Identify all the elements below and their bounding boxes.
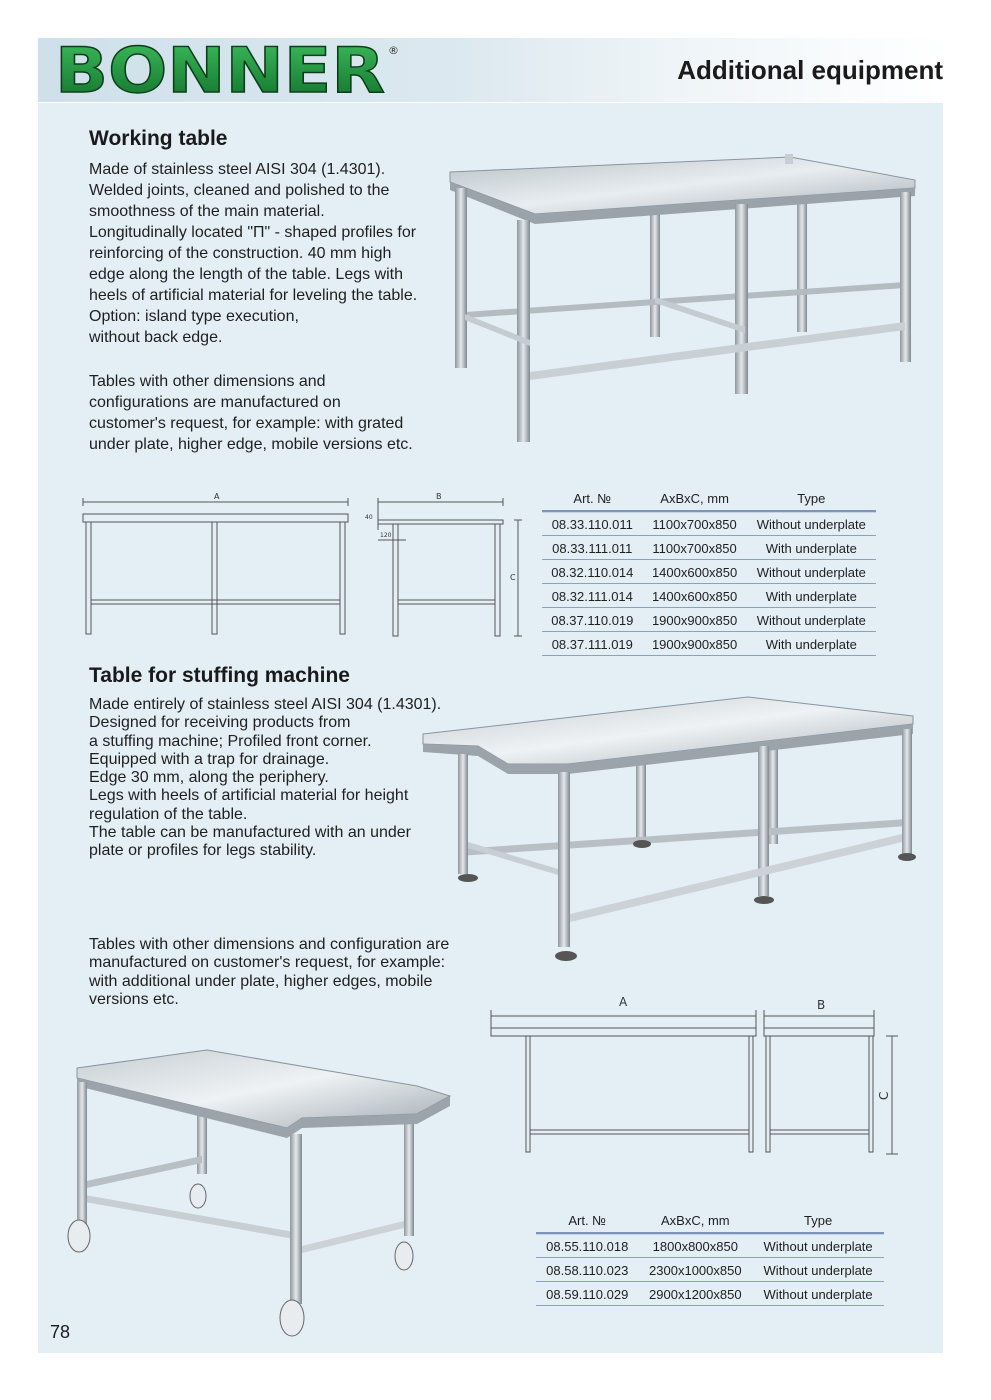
col-type: Type	[752, 1210, 884, 1233]
cell-type: With underplate	[747, 632, 876, 656]
note-line: under plate, higher edge, mobile versions etc.	[89, 436, 413, 453]
table-row	[542, 608, 876, 632]
working-table-spec-table	[542, 488, 876, 656]
note-line: Tables with other dimensions and configuration are	[89, 936, 450, 953]
table-header-row	[536, 1210, 884, 1233]
page-heading: Additional equipment	[677, 55, 943, 85]
cell-art-no: 08.32.110.014	[542, 560, 643, 584]
col-dimensions: AxBxC, mm	[638, 1210, 752, 1233]
desc-line: regulation of the table.	[89, 805, 248, 823]
cell-type: With underplate	[747, 584, 876, 608]
stuffing-table-drawing	[486, 992, 901, 1160]
cell-art-no: 08.37.111.019	[542, 632, 643, 656]
working-table-image	[445, 152, 920, 444]
page-number: 78	[50, 1322, 71, 1342]
note-line: with additional under plate, higher edges, mobile	[89, 972, 433, 990]
desc-line: a stuffing machine; Profiled front corner.	[89, 732, 372, 750]
desc-line: Welded joints, cleaned and polished to the	[89, 182, 390, 199]
registered-mark: ®	[388, 44, 399, 57]
stuffing-table-description	[89, 696, 441, 861]
cell-dimensions: 1900x900x850	[643, 632, 747, 656]
working-table-note	[89, 371, 413, 455]
cell-type: Without underplate	[747, 608, 876, 632]
cell-dimensions: 1400x600x850	[643, 560, 747, 584]
desc-line: reinforcing of the construction. 40 mm high	[89, 245, 392, 262]
note-line: Tables with other dimensions and	[89, 373, 326, 390]
cell-art-no: 08.55.110.018	[536, 1233, 638, 1258]
cell-type: Without underplate	[752, 1233, 884, 1258]
col-art-no: Art. №	[536, 1210, 638, 1233]
cell-dimensions: 2900x1200x850	[638, 1282, 752, 1306]
note-line: versions etc.	[89, 990, 179, 1008]
cell-dimensions: 1800x800x850	[638, 1233, 752, 1258]
table-row	[536, 1258, 884, 1282]
dim-label-a: A	[619, 995, 628, 1009]
desc-line: The table can be manufactured with an under	[89, 824, 411, 842]
working-table-title: Working table	[89, 127, 228, 150]
cell-dimensions: 2300x1000x850	[638, 1258, 752, 1282]
note-line: customer's request, for example: with grated	[89, 415, 404, 432]
cell-art-no: 08.33.110.011	[542, 511, 643, 536]
working-table-description	[89, 159, 417, 348]
col-dimensions: AxBxC, mm	[643, 488, 747, 511]
cell-art-no: 08.33.111.011	[542, 536, 643, 560]
desc-line: Option: island type execution,	[89, 308, 299, 325]
stuffing-table-note	[89, 936, 449, 1009]
table-row	[536, 1282, 884, 1306]
desc-line: smoothness of the main material.	[89, 203, 325, 220]
mobile-stuffing-table-image	[62, 1046, 454, 1342]
cell-art-no: 08.58.110.023	[536, 1258, 638, 1282]
cell-type: Without underplate	[752, 1258, 884, 1282]
table-row	[542, 632, 876, 656]
desc-line: Made of stainless steel AISI 304 (1.4301).	[89, 161, 386, 178]
desc-line: edge along the length of the table. Legs with	[89, 266, 404, 283]
brand-text: BONNER	[55, 40, 385, 100]
cell-art-no: 08.59.110.029	[536, 1282, 638, 1306]
col-art-no: Art. №	[542, 488, 643, 511]
cell-type: Without underplate	[747, 560, 876, 584]
desc-line: Legs with heels of artificial material for height	[89, 787, 409, 805]
dim-label-b: B	[817, 998, 826, 1012]
dim-label-c: C	[877, 1091, 891, 1100]
desc-line: Longitudinally located "П" - shaped profiles for	[89, 224, 417, 241]
table-row	[542, 511, 876, 536]
desc-line: Edge 30 mm, along the periphery.	[89, 769, 329, 787]
desc-line: heels of artificial material for leveling the table.	[89, 287, 418, 304]
desc-line: Equipped with a trap for drainage.	[89, 750, 330, 768]
cell-dimensions: 1900x900x850	[643, 608, 747, 632]
note-line: manufactured on customer's request, for example:	[89, 954, 446, 972]
stuffing-table-image	[418, 694, 918, 966]
cell-type: Without underplate	[752, 1282, 884, 1306]
cell-type: With underplate	[747, 536, 876, 560]
dim-label-a: A	[214, 492, 220, 501]
note-line: configurations are manufactured on	[89, 394, 341, 411]
table-row	[542, 584, 876, 608]
working-table-drawing	[78, 490, 526, 642]
dim-label-120: 120	[380, 532, 392, 539]
table-row	[536, 1233, 884, 1258]
table-row	[542, 560, 876, 584]
cell-art-no: 08.32.111.014	[542, 584, 643, 608]
cell-art-no: 08.37.110.019	[542, 608, 643, 632]
desc-line: plate or profiles for legs stability.	[89, 842, 317, 860]
desc-line: Made entirely of stainless steel AISI 304 (1.4301).	[89, 696, 442, 713]
desc-line: Designed for receiving products from	[89, 714, 351, 732]
table-header-row	[542, 488, 876, 511]
bonner-logo	[55, 40, 405, 100]
desc-line: without back edge.	[89, 329, 223, 346]
stuffing-table-title: Table for stuffing machine	[89, 664, 350, 687]
cell-dimensions: 1400x600x850	[643, 584, 747, 608]
table-row	[542, 536, 876, 560]
dim-label-c: C	[510, 573, 516, 582]
cell-type: Without underplate	[747, 511, 876, 536]
dim-label-40: 40	[365, 514, 373, 521]
cell-dimensions: 1100x700x850	[643, 511, 747, 536]
col-type: Type	[747, 488, 876, 511]
stuffing-table-spec-table	[536, 1210, 884, 1306]
cell-dimensions: 1100x700x850	[643, 536, 747, 560]
dim-label-b: B	[436, 492, 442, 501]
